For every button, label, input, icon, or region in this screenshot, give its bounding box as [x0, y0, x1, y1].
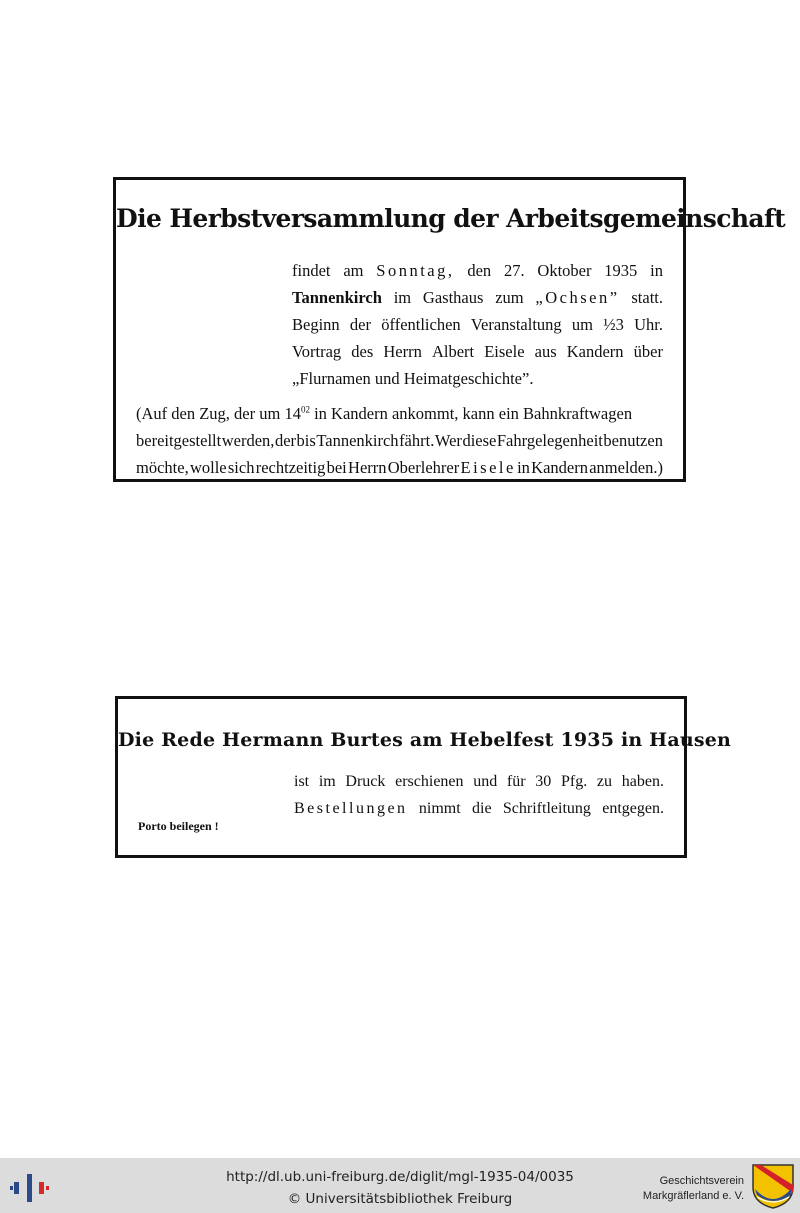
note-line-1 — [136, 400, 663, 427]
body-line-5 — [292, 365, 663, 392]
body-line-2 — [294, 795, 664, 822]
coat-of-arms-icon[interactable] — [751, 1163, 795, 1209]
body-line-1 — [292, 257, 663, 284]
notice-rede-burte — [115, 696, 732, 858]
word: Pfg. — [560, 773, 588, 790]
word: entgegen. — [602, 800, 664, 817]
notice-herbstversammlung — [113, 177, 786, 482]
word: Fahrgelegenheit — [496, 431, 603, 450]
word: Kandern — [566, 342, 624, 361]
word: Kandern — [531, 458, 588, 477]
notice-heading: Die Herbstversammlung der Arbeitsgemeinschaft — [116, 204, 786, 233]
word: Schriftleitung — [502, 800, 591, 817]
word: Bestellungen — [294, 800, 408, 817]
word: nimmt — [418, 800, 461, 817]
word: Eisele — [484, 342, 525, 361]
word: rechtzeitig — [255, 458, 326, 477]
word: Albert — [431, 342, 475, 361]
word: 1935 — [604, 261, 638, 280]
word: fährt. — [399, 431, 435, 450]
word: erschienen — [395, 773, 464, 790]
word: der — [349, 315, 371, 334]
word: Veranstaltung — [470, 315, 562, 334]
word: Oktober — [537, 261, 592, 280]
word: diese — [462, 431, 497, 450]
word: Uhr. — [634, 315, 663, 334]
word: zu — [596, 773, 613, 790]
note-line-3 — [136, 454, 663, 481]
permalink[interactable]: http://dl.ub.uni-freiburg.de/diglit/mgl-1935-04/0035 — [226, 1169, 574, 1185]
note-line-2 — [136, 427, 663, 454]
word: und — [473, 773, 498, 790]
place-name: Tannenkirch — [292, 288, 382, 307]
word: öffentlichen — [381, 315, 461, 334]
word: Wer — [434, 431, 462, 450]
word: im — [393, 288, 412, 307]
word: in — [650, 261, 663, 280]
word: wolle — [189, 458, 227, 477]
word: den — [467, 261, 492, 280]
word: Druck — [345, 773, 386, 790]
notice-body — [292, 257, 663, 392]
word: sich — [227, 458, 255, 477]
word: möchte, — [136, 458, 189, 477]
word: „Ochsen” — [535, 288, 620, 307]
word: am — [343, 261, 364, 280]
word: Gasthaus — [422, 288, 484, 307]
body-line-4 — [292, 338, 663, 365]
word: findet — [292, 261, 331, 280]
word: Vortrag — [292, 342, 342, 361]
notice-body — [294, 768, 664, 822]
word: anmelden.) — [589, 458, 663, 477]
word: des — [351, 342, 374, 361]
footer-bar — [0, 1158, 800, 1213]
word: 27. — [503, 261, 525, 280]
copyright-notice: © Universitätsbibliothek Freiburg — [287, 1191, 513, 1207]
lecture-title: „Flurnamen und Heimatgeschichte”. — [292, 369, 534, 388]
word: bis — [296, 431, 316, 450]
word: der — [274, 431, 297, 450]
word: statt. — [631, 288, 663, 307]
word: Oberlehrer — [387, 458, 460, 477]
travel-note — [136, 400, 663, 481]
body-line-1 — [294, 768, 664, 795]
word: bereitgestellt — [136, 431, 222, 450]
body-line-2 — [292, 284, 663, 311]
notice-heading: Die Rede Hermann Burtes am Hebelfest 1935 in Hausen — [118, 729, 732, 751]
word: bei — [326, 458, 347, 477]
word: haben. — [621, 773, 664, 790]
word: für — [506, 773, 526, 790]
note-text: (Auf den Zug, der um $14^{02}$ in Kandern ankommt, kann ein Bahnkraftwagen — [136, 404, 633, 423]
society-name-line-2: Markgräflerland e. V. — [642, 1190, 744, 1202]
word: Sonntag, — [376, 261, 455, 280]
word: über — [633, 342, 663, 361]
word: im — [318, 773, 336, 790]
body-line-3 — [292, 311, 663, 338]
word: in — [517, 458, 530, 477]
word: Tannenkirch — [316, 431, 399, 450]
word: die — [472, 800, 492, 817]
postage-note: Porto beilegen ! — [138, 819, 219, 833]
word: ½3 — [603, 315, 624, 334]
word: benutzen — [603, 431, 663, 450]
word: Eisele — [460, 458, 516, 477]
word: werden, — [221, 431, 275, 450]
word: ist — [294, 773, 310, 790]
word: um — [571, 315, 593, 334]
word: zum — [495, 288, 524, 307]
society-name-line-1: Geschichtsverein — [659, 1175, 744, 1187]
word: aus — [534, 342, 557, 361]
word: Herrn — [383, 342, 422, 361]
word: Herrn — [348, 458, 387, 477]
word: Beginn — [292, 315, 340, 334]
word: 30 — [535, 773, 552, 790]
